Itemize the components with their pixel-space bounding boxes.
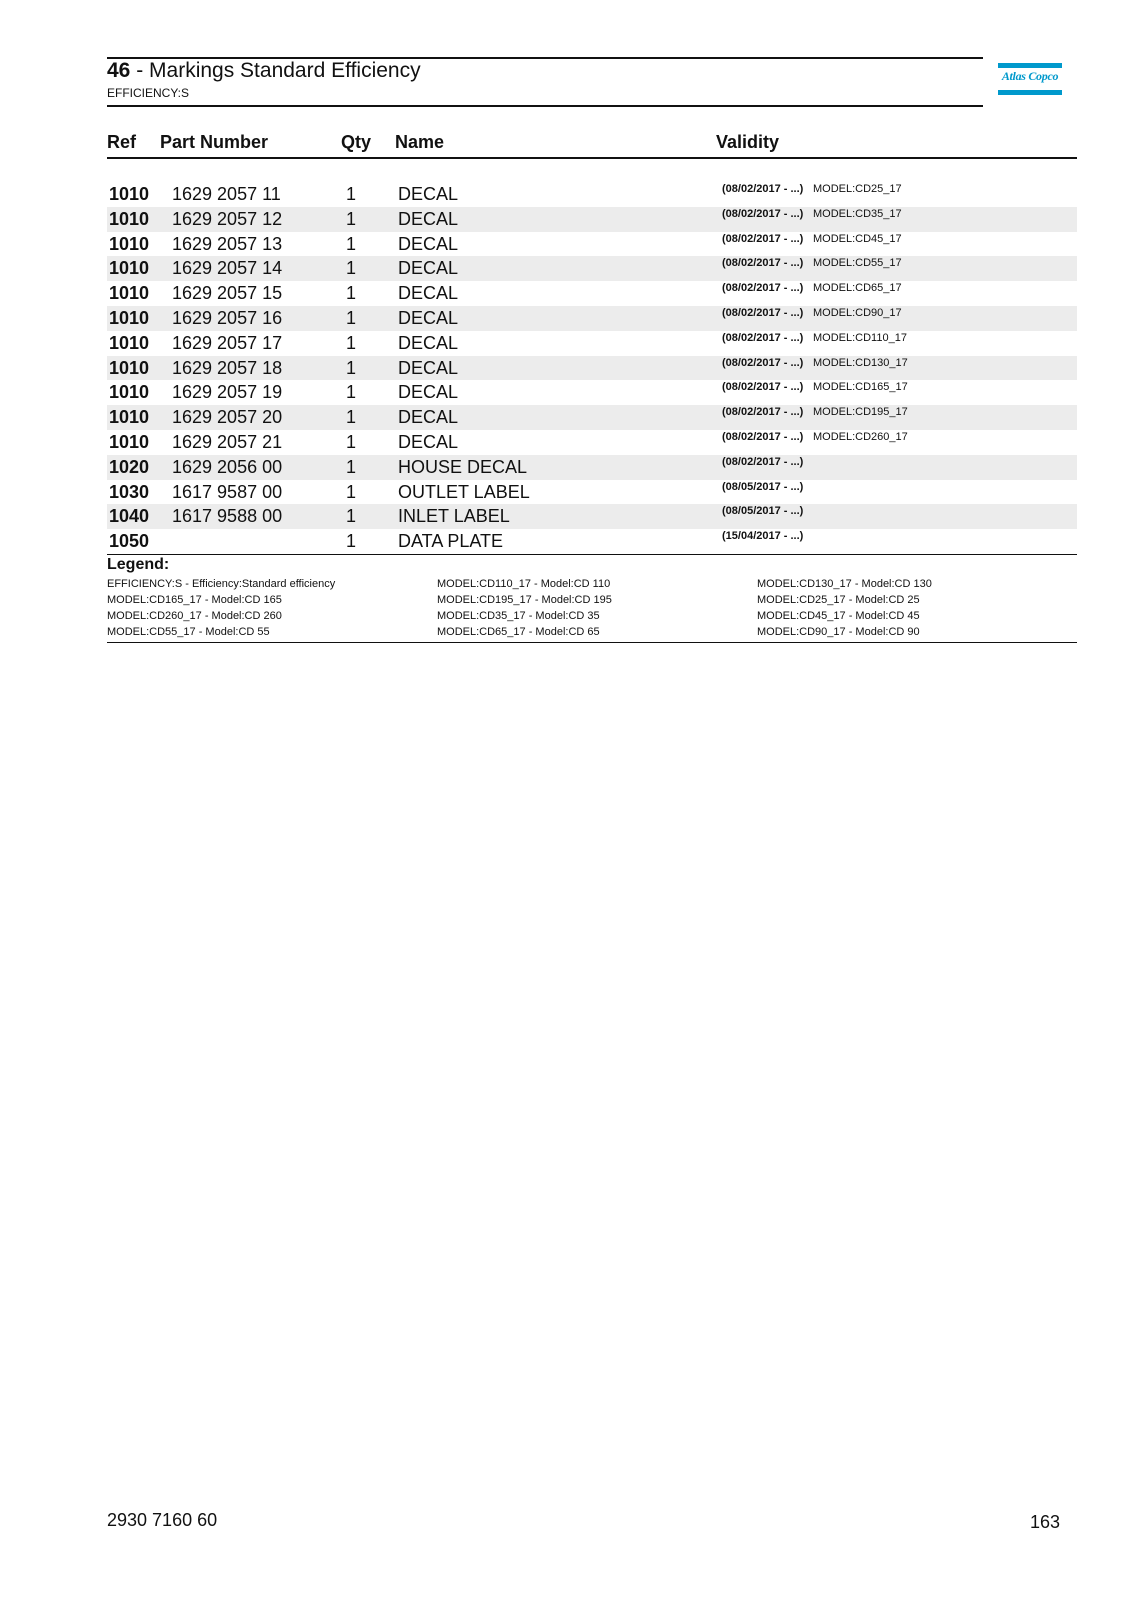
qty-cell: 1 [346, 258, 357, 279]
table-row [107, 306, 1077, 331]
validity-cell: (08/02/2017 - ...) [722, 406, 804, 419]
table-row [107, 405, 1077, 430]
column-header-validity: Validity [716, 132, 780, 152]
legend-item: MODEL:CD45_17 - Model:CD 45 [757, 610, 920, 622]
ref-cell: 1010 [109, 208, 150, 229]
part-number-cell: 1629 2057 19 [172, 382, 283, 403]
column-header-part-number: Part Number [160, 132, 269, 152]
ref-cell: 1010 [109, 283, 150, 304]
model-cell: MODEL:CD45_17 [813, 232, 902, 245]
logo-bar-bottom [998, 90, 1062, 95]
validity-cell: (08/02/2017 - ...) [722, 331, 804, 344]
legend-title: Legend: [107, 556, 170, 573]
validity-cell: (08/02/2017 - ...) [722, 232, 804, 245]
qty-cell: 1 [346, 531, 357, 552]
page-header [107, 57, 983, 107]
model-cell: MODEL:CD65_17 [813, 282, 902, 295]
legend-item: MODEL:CD260_17 - Model:CD 260 [107, 610, 282, 622]
table-row [107, 182, 1077, 207]
ref-cell: 1030 [109, 481, 150, 502]
column-header-name: Name [395, 132, 445, 152]
ref-cell: 1050 [109, 531, 150, 552]
name-cell: DECAL [398, 208, 459, 229]
validity-cell: (08/02/2017 - ...) [722, 356, 804, 369]
qty-cell: 1 [346, 184, 357, 204]
column-header-qty: Qty [341, 132, 372, 152]
legend-item: MODEL:CD90_17 - Model:CD 90 [757, 626, 920, 638]
qty-cell: 1 [346, 407, 357, 428]
name-cell: DECAL [398, 332, 459, 353]
name-cell: INLET LABEL [398, 506, 510, 527]
qty-cell: 1 [346, 357, 357, 378]
model-cell: MODEL:CD35_17 [813, 207, 902, 220]
part-number-cell: 1617 9588 00 [172, 506, 283, 527]
ref-cell: 1010 [109, 357, 150, 378]
legend-item: EFFICIENCY:S - Efficiency:Standard efficiency [107, 578, 336, 590]
validity-cell: (15/04/2017 - ...) [722, 530, 804, 543]
part-number-cell: 1629 2057 14 [172, 258, 283, 279]
validity-cell: (08/02/2017 - ...) [722, 306, 804, 319]
legend-item: MODEL:CD25_17 - Model:CD 25 [757, 594, 920, 606]
qty-cell: 1 [346, 431, 357, 452]
table-row [107, 455, 1077, 480]
legend-item: MODEL:CD35_17 - Model:CD 35 [437, 610, 600, 622]
table-row [107, 504, 1077, 529]
ref-cell: 1020 [109, 456, 150, 477]
title-separator: - [130, 59, 150, 82]
page-subtitle: EFFICIENCY:S [107, 86, 190, 100]
name-cell: DECAL [398, 307, 459, 328]
legend-item: MODEL:CD65_17 - Model:CD 65 [437, 626, 600, 638]
part-number-cell: 1629 2057 21 [172, 431, 283, 452]
legend-item: MODEL:CD195_17 - Model:CD 195 [437, 594, 612, 606]
page-number: 163 [1030, 1512, 1061, 1532]
qty-cell: 1 [346, 283, 357, 304]
logo-bar-top [998, 63, 1062, 68]
ref-cell: 1010 [109, 431, 150, 452]
validity-cell: (08/02/2017 - ...) [722, 207, 804, 220]
validity-cell: (08/02/2017 - ...) [722, 381, 804, 394]
model-cell: MODEL:CD25_17 [813, 183, 902, 195]
page-title [107, 59, 421, 83]
model-cell: MODEL:CD55_17 [813, 257, 902, 270]
validity-cell: (08/02/2017 - ...) [722, 183, 804, 195]
name-cell: OUTLET LABEL [398, 481, 530, 502]
name-cell: DECAL [398, 407, 459, 428]
validity-cell: (08/02/2017 - ...) [722, 257, 804, 270]
legend-item: MODEL:CD165_17 - Model:CD 165 [107, 594, 282, 606]
ref-cell: 1040 [109, 506, 150, 527]
part-number-cell: 1629 2057 15 [172, 283, 283, 304]
logo-text: Atlas Copco [1001, 69, 1059, 83]
table-divider [107, 554, 1077, 555]
validity-cell: (08/05/2017 - ...) [722, 505, 804, 518]
part-number-cell: 1629 2057 11 [172, 184, 281, 204]
table-row [107, 331, 1077, 356]
table-row [107, 207, 1077, 232]
table-row [107, 281, 1077, 306]
model-cell: MODEL:CD110_17 [813, 331, 907, 344]
model-cell: MODEL:CD260_17 [813, 430, 908, 443]
validity-cell: (08/05/2017 - ...) [722, 480, 804, 493]
table-row [107, 430, 1077, 455]
legend-item: MODEL:CD110_17 - Model:CD 110 [437, 578, 611, 590]
ref-cell: 1010 [109, 258, 150, 279]
part-number-cell: 1629 2057 20 [172, 407, 283, 428]
qty-cell: 1 [346, 481, 357, 502]
name-cell: DECAL [398, 382, 459, 403]
table-row [107, 529, 1077, 554]
ref-cell: 1010 [109, 233, 150, 254]
name-cell: HOUSE DECAL [398, 456, 528, 477]
part-number-cell: 1629 2057 16 [172, 307, 283, 328]
table-row [107, 380, 1077, 405]
part-number-cell: 1629 2056 00 [172, 456, 283, 477]
section-number: 46 [107, 59, 131, 82]
part-number-cell: 1629 2057 13 [172, 233, 283, 254]
validity-cell: (08/02/2017 - ...) [722, 430, 804, 443]
ref-cell: 1010 [109, 332, 150, 353]
part-number-cell: 1629 2057 17 [172, 332, 283, 353]
ref-cell: 1010 [109, 307, 150, 328]
column-header-ref: Ref [107, 132, 137, 152]
part-number-cell: 1629 2057 18 [172, 357, 283, 378]
table-row [107, 480, 1077, 505]
name-cell: DATA PLATE [398, 531, 504, 552]
qty-cell: 1 [346, 332, 357, 353]
qty-cell: 1 [346, 233, 357, 254]
model-cell: MODEL:CD165_17 [813, 381, 908, 394]
section-title: Markings Standard Efficiency [149, 59, 421, 82]
legend-item: MODEL:CD55_17 - Model:CD 55 [107, 626, 270, 638]
validity-cell: (08/02/2017 - ...) [722, 455, 804, 468]
name-cell: DECAL [398, 184, 459, 204]
part-number-cell: 1617 9587 00 [172, 481, 283, 502]
table-row [107, 256, 1077, 281]
table-row [107, 356, 1077, 381]
model-cell: MODEL:CD130_17 [813, 356, 908, 369]
parts-table [107, 182, 1077, 554]
table-row [107, 232, 1077, 257]
qty-cell: 1 [346, 307, 357, 328]
ref-cell: 1010 [109, 382, 150, 403]
legend-item: MODEL:CD130_17 - Model:CD 130 [757, 578, 932, 590]
model-cell: MODEL:CD90_17 [813, 306, 902, 319]
name-cell: DECAL [398, 283, 459, 304]
qty-cell: 1 [346, 382, 357, 403]
qty-cell: 1 [346, 506, 357, 527]
document-number: 2930 7160 60 [107, 1510, 218, 1530]
name-cell: DECAL [398, 258, 459, 279]
qty-cell: 1 [346, 456, 357, 477]
ref-cell: 1010 [109, 407, 150, 428]
part-number-cell: 1629 2057 12 [172, 208, 283, 229]
ref-cell: 1010 [109, 184, 150, 204]
model-cell: MODEL:CD195_17 [813, 406, 908, 419]
qty-cell: 1 [346, 208, 357, 229]
header-divider [107, 157, 1077, 159]
legend-divider [107, 642, 1077, 643]
name-cell: DECAL [398, 233, 459, 254]
validity-cell: (08/02/2017 - ...) [722, 282, 804, 295]
name-cell: DECAL [398, 357, 459, 378]
name-cell: DECAL [398, 431, 459, 452]
atlas-copco-logo [998, 63, 1062, 95]
